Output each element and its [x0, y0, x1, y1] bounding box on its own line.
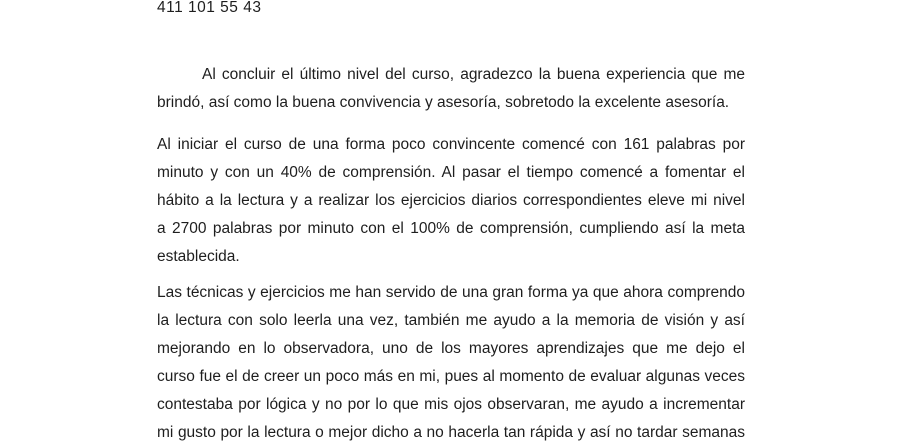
- paragraph-line: Al iniciar el curso de una forma poco convincente comencé con 161 palabras por: [157, 136, 745, 153]
- paragraph-line: mi gusto por la lectura o mejor dicho a no hacerla tan rápida y así no tardar semanas: [157, 424, 745, 441]
- paragraph-line: contestaba por lógica y no por lo que mis ojos observaran, me ayudo a incrementar: [157, 396, 745, 413]
- paragraph-line: la lectura con solo leerla una vez, también me ayudo a la memoria de visión y así: [157, 312, 745, 329]
- paragraph-line: hábito a la lectura y a realizar los ejercicios diarios correspondientes eleve mi nivel: [157, 192, 745, 209]
- paragraph-line: mejorando en lo observadora, uno de los mayores aprendizajes que me dejo el: [157, 340, 745, 357]
- paragraph-1: [157, 66, 745, 122]
- paragraph-line: establecida.: [157, 248, 240, 265]
- paragraph-2: [157, 136, 745, 276]
- phone-number: 411 101 55 43: [157, 0, 262, 16]
- paragraph-line: curso fue el de creer un poco más en mi, pues al momento de evaluar algunas veces: [157, 368, 745, 385]
- paragraph-line: minuto y con un 40% de comprensión. Al pasar el tiempo comencé a fomentar el: [157, 164, 745, 181]
- paragraph-line: a 2700 palabras por minuto con el 100% de comprensión, cumpliendo así la meta: [157, 220, 745, 237]
- paragraph-line: Al concluir el último nivel del curso, agradezco la buena experiencia que me: [202, 66, 745, 83]
- paragraph-line: brindó, así como la buena convivencia y asesoría, sobretodo la excelente asesoría.: [157, 94, 730, 111]
- paragraph-3: [157, 284, 745, 444]
- paragraph-line: Las técnicas y ejercicios me han servido de una gran forma ya que ahora comprendo: [157, 284, 745, 301]
